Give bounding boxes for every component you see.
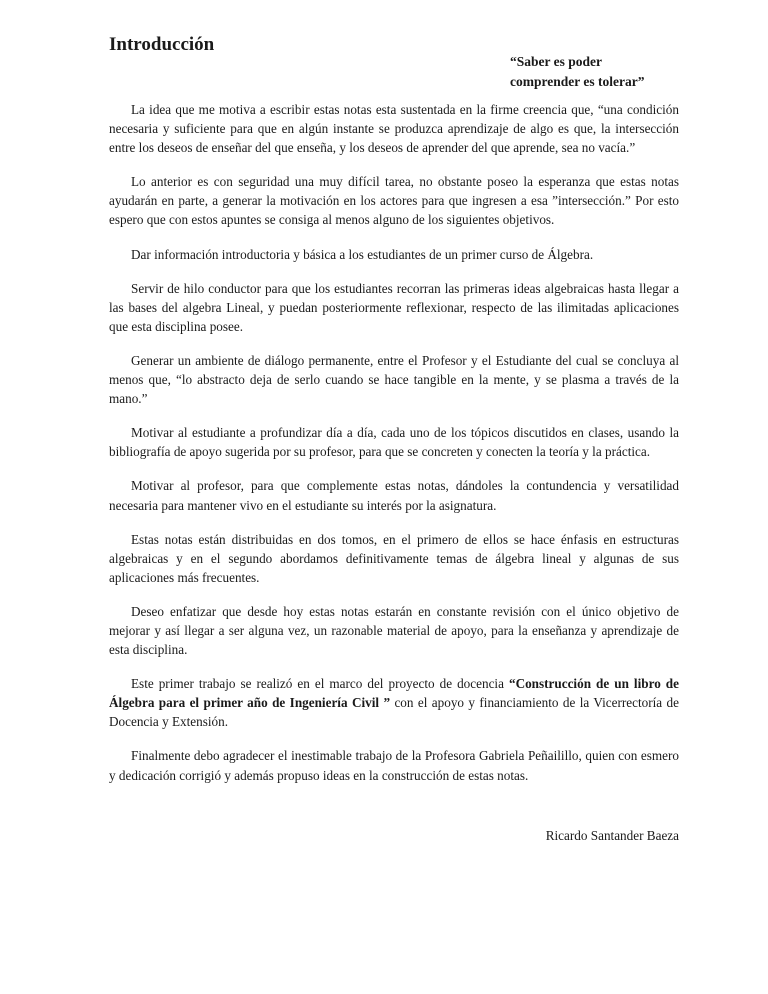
paragraph-motivation: La idea que me motiva a escribir estas notas esta sustentada en la firme creencia que, “una condición necesaria y suficiente para que en algún instante se produzca aprendizaje de algo es que, la intersección entre los deseos de enseñar del que enseña, y los deseos de aprender del que aprende, sea no vacía.” xyxy=(109,102,679,156)
paragraph-volumes: Estas notas están distribuidas en dos tomos, en el primero de ellos se hace énfasis en estructuras algebraicas y en el segundo abordamos definitivamente temas de álgebra lineal y algunas de sus aplicaciones más frecuentes. xyxy=(109,531,679,585)
paragraph-revision: Deseo enfatizar que desde hoy estas notas estarán en constante revisión con el único objetivo de mejorar y así llegar a ser alguna vez, un razonable material de apoyo, para la enseñanza y aprendizaje de esta disciplina. xyxy=(109,603,679,658)
paragraph-objective-dialogue: Generar un ambiente de diálogo permanente, entre el Profesor y el Estudiante del cual se concluya al menos que, “lo abstracto deja de serlo cuando se hace tangible en la mente, y se plasma a través de la mano.” xyxy=(109,352,679,407)
page-title: Introducción xyxy=(109,34,215,55)
paragraph-acknowledgement: Finalmente debo agradecer el inestimable trabajo de la Profesora Gabriela Peñailillo, quien con esmero y dedicación corrigió y además propuso ideas en la construcción de estas notas. xyxy=(109,748,679,783)
project-text-after: con el apoyo y financiamiento de la Vicerrectoría de Docencia y Extensión. xyxy=(109,695,680,730)
paragraph-objective-info: Dar información introductoria y básica a los estudiantes de un primer curso de Álgebra. xyxy=(131,246,594,262)
project-text-before: Este primer trabajo se realizó en el marco del proyecto de docencia xyxy=(131,676,509,692)
epigraph-line-2: comprender es tolerar” xyxy=(510,74,645,89)
paragraph-objective-guide: Servir de hilo conductor para que los estudiantes recorran las primeras ideas algebraicas hasta llegar a las bases del algebra Lineal, y puedan posteriormente reflexionar, respecto de las ilimitadas aplicaciones que esta disciplina posee. xyxy=(109,280,679,334)
paragraph-project xyxy=(109,674,679,731)
paragraph-objective-professor: Motivar al profesor, para que complemente estas notas, dándoles la contundencia y versatilidad necesaria para mantener vivo en el estudiante su interés por la asignatura. xyxy=(109,478,679,513)
body-text xyxy=(109,100,679,800)
epigraph-line-1: “Saber es poder xyxy=(510,54,603,69)
epigraph-quote xyxy=(510,52,690,92)
project-title: “Construcción de un libro de Álgebra para el primer año de Ingeniería Civil ” xyxy=(109,676,679,711)
document-page xyxy=(109,34,680,843)
author-signature: Ricardo Santander Baeza xyxy=(545,828,679,843)
paragraph-hope: Lo anterior es con seguridad una muy difícil tarea, no obstante poseo la esperanza que estas notas ayudarán en parte, a generar la motivación en los actores para que ingresen a esa ”intersección.” Por esto espero que con estos apuntes se consiga al menos alguno de los siguientes objetivos. xyxy=(109,174,679,228)
paragraph-objective-student: Motivar al estudiante a profundizar día a día, cada uno de los tópicos discutidos en clases, usando la bibliografía de apoyo sugerida por su profesor, para que se concreten y conecten la teoría y la práctica. xyxy=(109,425,679,460)
